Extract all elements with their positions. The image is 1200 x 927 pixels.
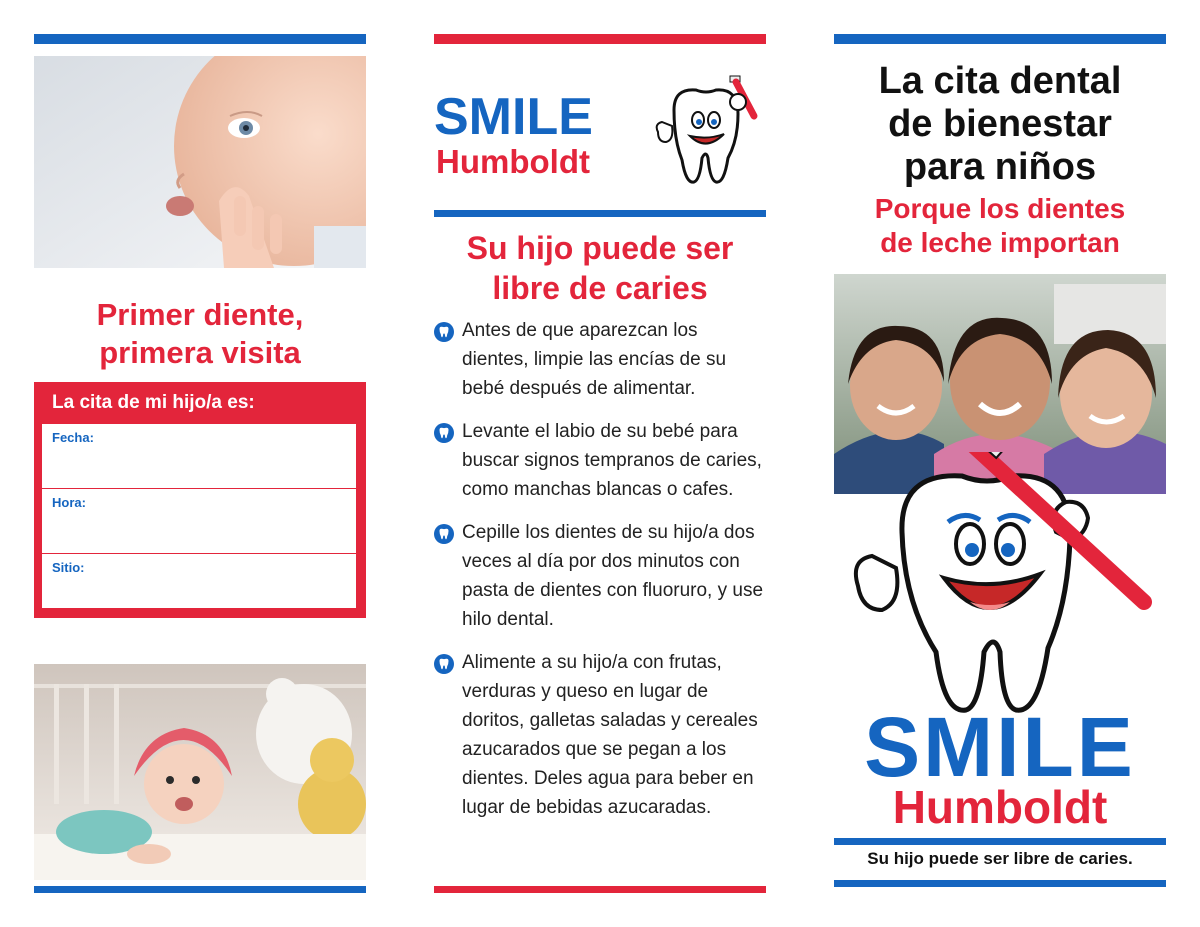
tooth-icon [434,524,454,544]
tip-item [434,518,766,634]
tagline: Su hijo puede ser libre de caries. [867,849,1133,868]
baby-face-photo [34,56,366,268]
middle-divider-bar [434,210,766,217]
place-label: Sitio: [52,560,85,575]
appointment-card [34,382,366,618]
appointment-title: La cita de mi hijo/a es: [52,392,255,413]
tooth-icon [434,423,454,443]
title-line3: para niños [903,146,1097,188]
tip-item [434,417,766,504]
top-red-bar [434,34,766,44]
tooth-icon [434,654,454,674]
panel-right [834,34,1166,894]
big-logo-humboldt-text: Humboldt [892,781,1108,833]
smile-humboldt-logo [434,70,766,198]
tip-text: Levante el labio de su bebé para buscar signos tempranos de caries, como manchas blancas o cafes. [462,421,762,500]
tips-list [434,316,766,836]
first-tooth-heading-line1: Primer diente, [96,297,304,332]
logo-smile-text: SMILE [434,88,593,146]
appointment-form [42,424,356,608]
tooth-icon [434,322,454,342]
subtitle-line2: de leche importan [880,227,1120,258]
subtitle-line1: Porque los dientes [874,193,1126,224]
title-line2: de bienestar [888,103,1112,145]
cavity-free-heading-line2: libre de caries [492,270,708,306]
baby-teeth-subtitle [834,192,1166,260]
logo-humboldt-text: Humboldt [436,143,590,180]
wellness-visit-title [834,60,1166,189]
tooth-mascot-icon [852,452,1152,722]
big-logo-smile-text: SMILE [864,700,1136,794]
first-tooth-heading [34,296,366,372]
tip-text: Antes de que aparezcan los dientes, limpie las encías de su bebé después de alimentar. [462,320,727,399]
baby-crib-photo [34,664,366,880]
tooth-mascot-icon [644,70,768,190]
tip-item [434,316,766,403]
tip-text: Cepille los dientes de su hijo/a dos veces al día por dos minutos con pasta de dientes con fluoruro, y use hilo dental. [462,522,764,630]
date-label: Fecha: [52,430,94,445]
time-field[interactable] [42,489,356,554]
tip-item [434,648,766,822]
place-field[interactable] [42,554,356,608]
cavity-free-heading-line1: Su hijo puede ser [466,230,734,266]
title-line1: La cita dental [878,60,1122,102]
time-label: Hora: [52,495,86,510]
bottom-blue-bar [34,886,366,893]
panel-middle [434,34,766,894]
first-tooth-heading-line2: primera visita [99,335,301,370]
top-blue-bar [34,34,366,44]
cavity-free-heading [434,228,766,308]
panel-left [34,34,366,894]
bottom-red-bar [434,886,766,893]
tagline-top-bar [834,838,1166,845]
tip-text: Alimente a su hijo/a con frutas, verduras y queso en lugar de doritos, galletas saladas y cereales azucarados que se pegan a los dientes. Deles agua para beber en lugar de bebidas azucaradas. [462,652,758,818]
bottom-blue-bar [834,880,1166,887]
date-field[interactable] [42,424,356,489]
top-blue-bar [834,34,1166,44]
